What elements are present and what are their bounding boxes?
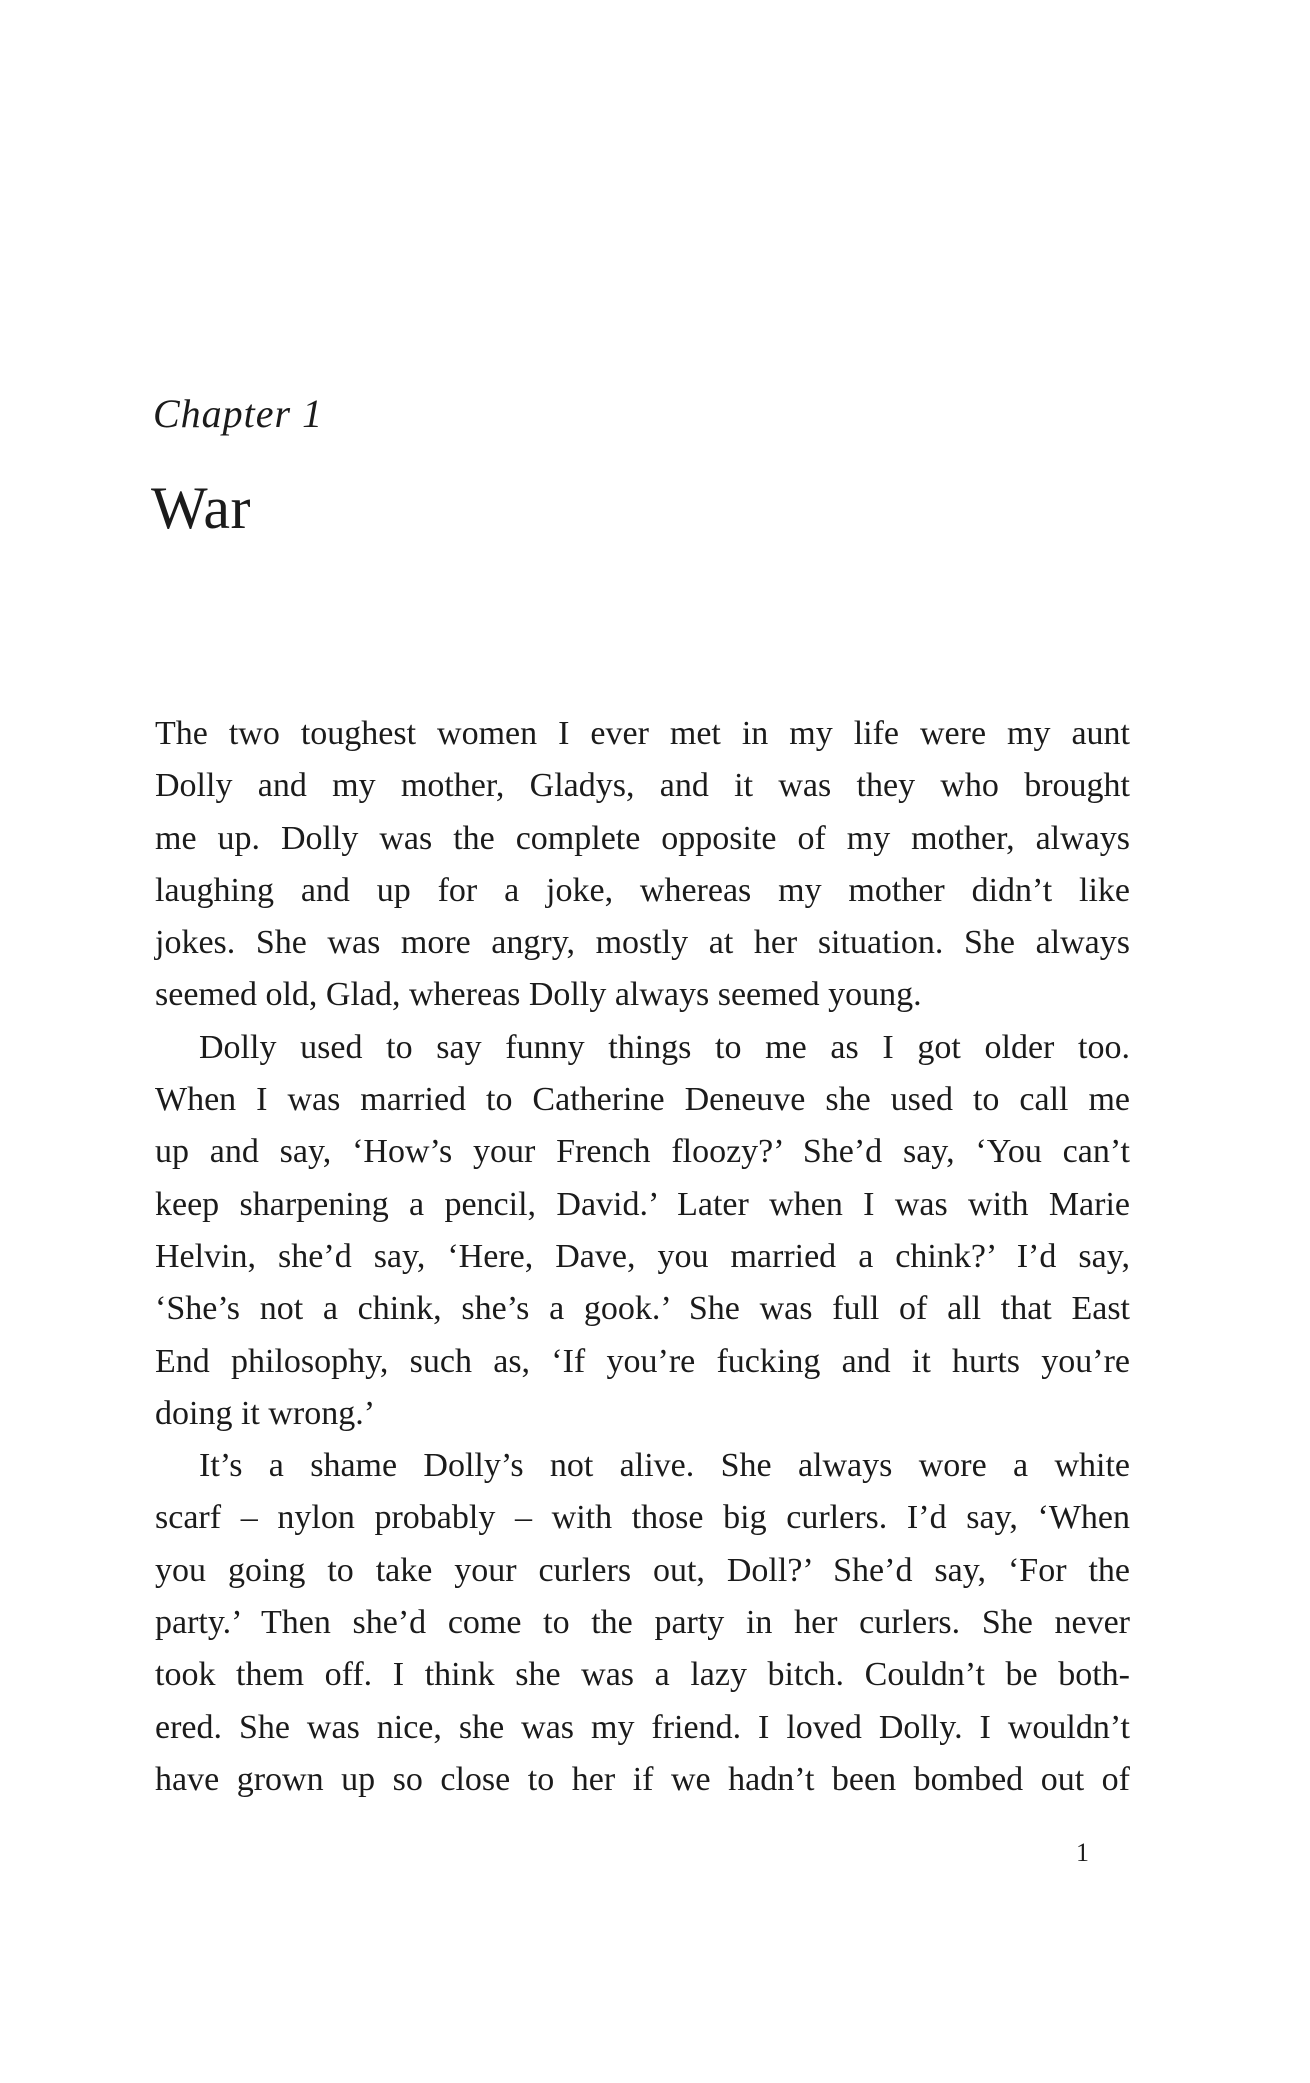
chapter-label: Chapter 1 (153, 391, 324, 436)
text-line: you going to take your curlers out, Doll?’ She’d say, ‘For the (155, 1551, 1130, 1589)
text-line: ‘She’s not a chink, she’s a gook.’ She was full of all that East (155, 1290, 1130, 1328)
text-line: ered. She was nice, she was my friend. I loved Dolly. I wouldn’t (155, 1708, 1130, 1746)
text-line: party.’ Then she’d come to the party in her curlers. She never (155, 1604, 1130, 1642)
page-number: 1 (1076, 1838, 1089, 1867)
chapter-title: War (151, 475, 251, 541)
paragraph-1 (155, 708, 1130, 1022)
text-line: It’s a shame Dolly’s not alive. She always wore a white (199, 1447, 1130, 1485)
text-line: have grown up so close to her if we hadn’t been bombed out of (155, 1760, 1130, 1798)
paragraph-2 (155, 1022, 1130, 1440)
text-line: keep sharpening a pencil, David.’ Later when I was with Marie (155, 1185, 1130, 1223)
paragraph-3 (155, 1440, 1130, 1806)
text-line: laughing and up for a joke, whereas my mother didn’t like (155, 871, 1130, 909)
text-line: The two toughest women I ever met in my life were my aunt (155, 715, 1130, 752)
text-line: up and say, ‘How’s your French floozy?’ She’d say, ‘You can’t (155, 1133, 1130, 1171)
text-line: Dolly and my mother, Gladys, and it was they who brought (155, 767, 1130, 805)
text-line: took them off. I think she was a lazy bitch. Couldn’t be both- (155, 1656, 1130, 1694)
text-line: End philosophy, such as, ‘If you’re fucking and it hurts you’re (155, 1342, 1130, 1380)
text-line: When I was married to Catherine Deneuve she used to call me (155, 1081, 1130, 1119)
text-line: scarf – nylon probably – with those big curlers. I’d say, ‘When (155, 1499, 1130, 1537)
body-text (155, 708, 1130, 1806)
text-line: seemed old, Glad, whereas Dolly always seemed young. (155, 976, 922, 1014)
text-line: doing it wrong.’ (155, 1394, 376, 1432)
text-line: me up. Dolly was the complete opposite of my mother, always (155, 819, 1130, 857)
text-line: jokes. She was more angry, mostly at her situation. She always (155, 924, 1130, 962)
text-line: Dolly used to say funny things to me as I got older too. (199, 1028, 1130, 1066)
text-line: Helvin, she’d say, ‘Here, Dave, you married a chink?’ I’d say, (155, 1237, 1130, 1275)
